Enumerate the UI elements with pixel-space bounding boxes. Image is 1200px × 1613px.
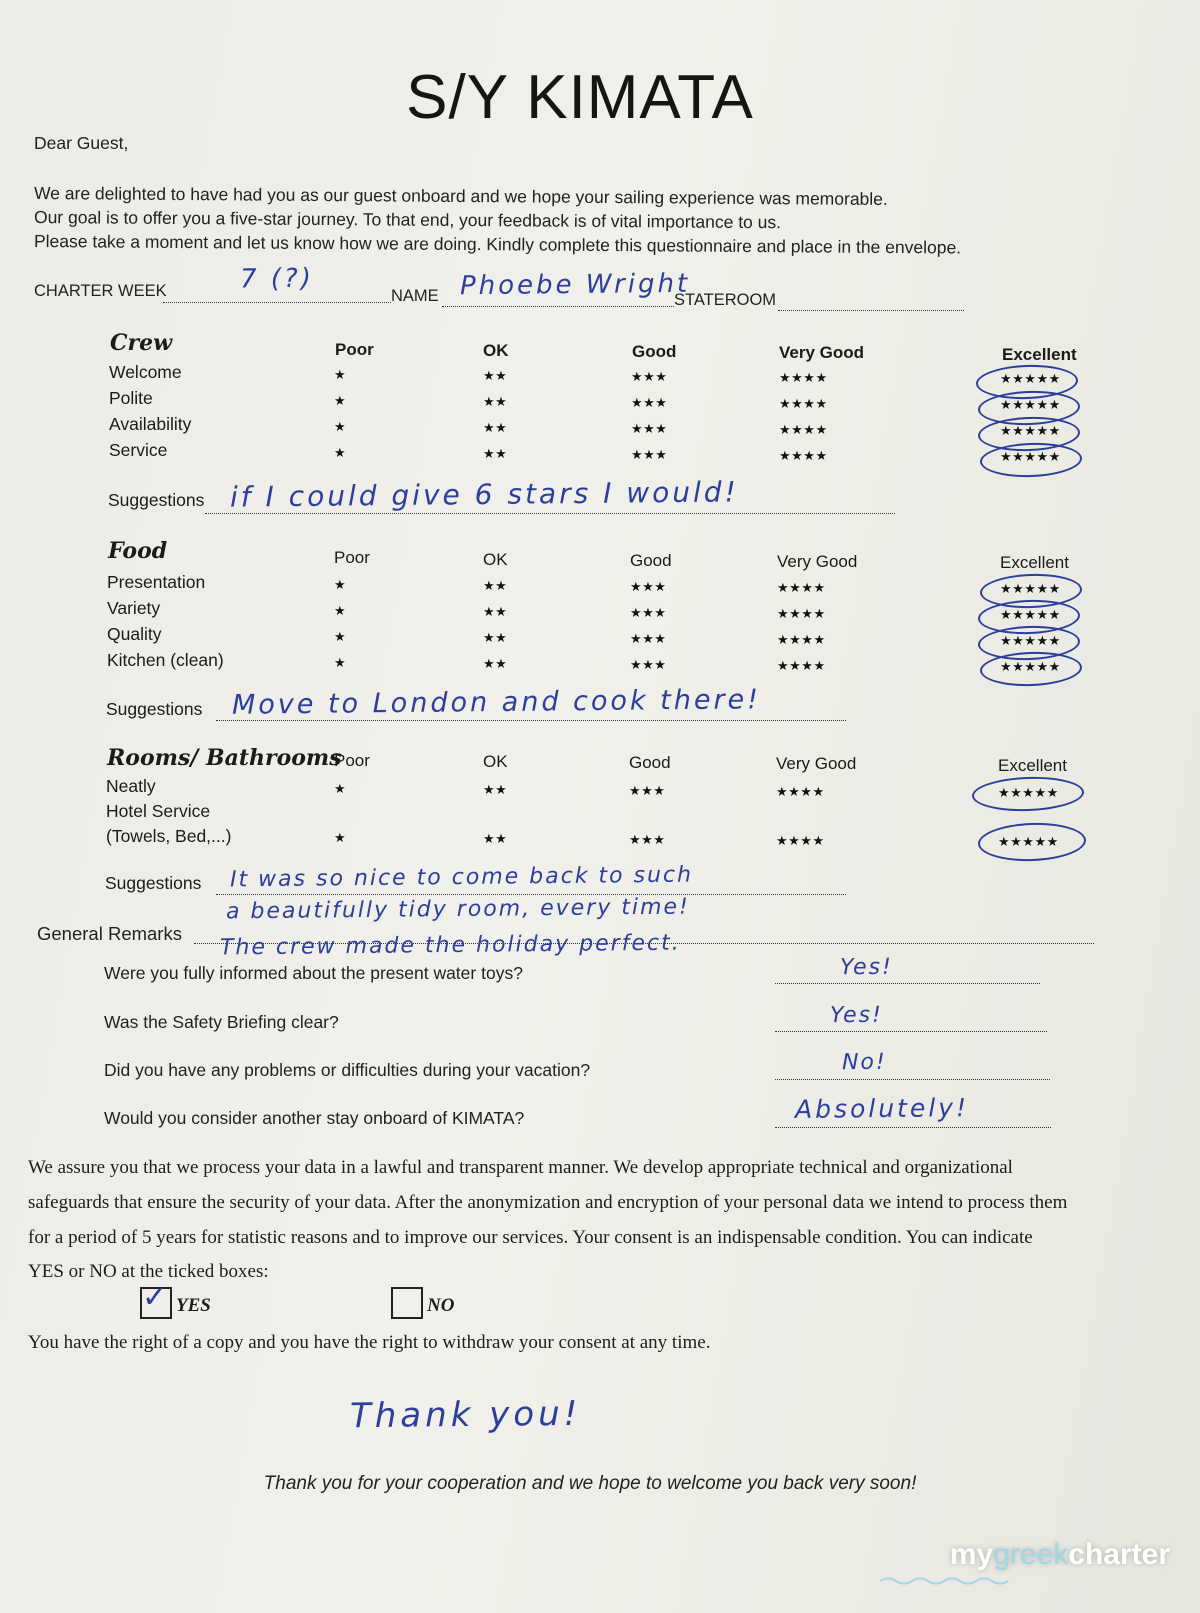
star-ok[interactable]: ★★: [483, 604, 508, 619]
selection-circle: [977, 821, 1086, 863]
answer-problems[interactable]: No!: [841, 1049, 887, 1076]
suggestions-label: Suggestions: [105, 873, 202, 893]
closing-message: Thank you for your cooperation and we hope to welcome you back very soon!: [263, 1473, 917, 1494]
col-good: Good: [630, 551, 672, 570]
question-another-stay: Would you consider another stay onboard of KIMATA?: [104, 1108, 525, 1128]
star-excellent[interactable]: ★★★★★: [1000, 371, 1061, 386]
star-good[interactable]: ★★★: [629, 832, 666, 847]
row-label: Polite: [109, 388, 153, 408]
logo-part-greek: greek: [993, 1538, 1069, 1571]
star-excellent[interactable]: ★★★★★: [1000, 607, 1061, 622]
intro-line-1: We are delighted to have had you as our guest onboard and we hope your sailing experience was memorable.: [33, 183, 888, 209]
star-good[interactable]: ★★★: [630, 657, 667, 672]
col-excellent: Excellent: [1000, 553, 1069, 572]
star-ok[interactable]: ★★: [483, 630, 508, 645]
logo-wave-icon: [880, 1576, 1010, 1586]
star-very-good[interactable]: ★★★★: [777, 658, 826, 673]
question-problems: Did you have any problems or difficulties during your vacation?: [104, 1060, 591, 1080]
food-suggestions-value[interactable]: Move to London and cook there!: [231, 684, 762, 721]
watermark-logo: [950, 1538, 1170, 1572]
star-ok[interactable]: ★★: [483, 394, 508, 409]
row-label: Availability: [109, 414, 192, 434]
star-ok[interactable]: ★★: [483, 831, 508, 846]
rooms-suggestions-value-1[interactable]: It was so nice to come back to such: [229, 862, 694, 893]
answer-line: [775, 982, 1040, 984]
charter-week-value[interactable]: 7 (?): [239, 263, 315, 295]
intro-line-3: Please take a moment and let us know how we are doing. Kindly complete this questionnaire and place in the envelope.: [33, 231, 962, 258]
star-ok[interactable]: ★★: [483, 446, 508, 461]
consent-no-checkbox[interactable]: [391, 1287, 423, 1319]
suggestions-label: Suggestions: [108, 490, 205, 510]
general-remarks-label: General Remarks: [37, 923, 182, 944]
rooms-suggestions-value-2[interactable]: a beautifully tidy room, every time!: [225, 894, 690, 925]
star-very-good[interactable]: ★★★★: [777, 580, 826, 595]
answer-another-stay[interactable]: Absolutely!: [794, 1093, 970, 1124]
star-good[interactable]: ★★★: [631, 447, 668, 462]
star-good[interactable]: ★★★: [631, 369, 668, 384]
star-very-good[interactable]: ★★★★: [776, 784, 825, 799]
checkmark-icon: ✓: [142, 1280, 168, 1315]
star-good[interactable]: ★★★: [630, 605, 667, 620]
star-very-good[interactable]: ★★★★: [779, 370, 828, 385]
general-remarks-value[interactable]: The crew made the holiday perfect.: [219, 930, 681, 961]
col-good: Good: [629, 753, 671, 772]
star-poor[interactable]: ★: [334, 781, 347, 796]
star-excellent[interactable]: ★★★★★: [998, 834, 1059, 849]
star-excellent[interactable]: ★★★★★: [998, 785, 1059, 800]
question-safety-briefing: Was the Safety Briefing clear?: [104, 1012, 339, 1032]
col-very-good: Very Good: [777, 552, 858, 571]
privacy-line-3: for a period of 5 years for statistic reasons and to improve our services. Your consent is an indispensable condition. You can indicate: [28, 1227, 1033, 1248]
suggestions-line: [216, 893, 846, 895]
star-poor[interactable]: ★: [334, 603, 347, 618]
crew-suggestions-value[interactable]: if I could give 6 stars I would!: [229, 475, 739, 514]
star-excellent[interactable]: ★★★★★: [1000, 423, 1061, 438]
col-ok: OK: [483, 550, 508, 569]
row-label: Kitchen (clean): [107, 650, 224, 670]
star-ok[interactable]: ★★: [483, 368, 508, 383]
answer-line: [775, 1030, 1047, 1032]
star-very-good[interactable]: ★★★★: [777, 606, 826, 621]
consent-yes-label: YES: [176, 1295, 211, 1316]
col-excellent: Excellent: [1002, 345, 1077, 364]
charter-week-label: CHARTER WEEK: [34, 282, 167, 300]
star-excellent[interactable]: ★★★★★: [1000, 581, 1061, 596]
greeting: Dear Guest,: [34, 133, 129, 153]
col-poor: Poor: [334, 548, 370, 567]
star-poor[interactable]: ★: [334, 393, 347, 408]
answer-line: [775, 1078, 1050, 1080]
row-label: Hotel Service: [106, 801, 211, 821]
col-poor: Poor: [334, 751, 370, 770]
star-poor[interactable]: ★: [334, 577, 347, 592]
name-line: [442, 305, 674, 307]
section-title-food: Food: [108, 538, 168, 564]
withdraw-text: You have the right of a copy and you have the right to withdraw your consent at any time.: [28, 1332, 711, 1353]
answer-safety-briefing[interactable]: Yes!: [829, 1002, 883, 1029]
suggestions-label: Suggestions: [106, 699, 203, 719]
section-title-rooms: Rooms/ Bathrooms: [107, 745, 342, 771]
star-poor[interactable]: ★: [334, 655, 347, 670]
logo-part-charter: charter: [1068, 1538, 1170, 1571]
logo-part-my: my: [949, 1538, 994, 1571]
star-ok[interactable]: ★★: [483, 782, 508, 797]
row-label: Variety: [107, 598, 161, 618]
star-poor[interactable]: ★: [334, 367, 347, 382]
answer-water-toys[interactable]: Yes!: [839, 954, 893, 981]
col-ok: OK: [483, 341, 509, 360]
intro-line-2: Our goal is to offer you a five-star journey. To that end, your feedback is of vital importance to us.: [33, 207, 782, 233]
star-good[interactable]: ★★★: [631, 395, 668, 410]
star-ok[interactable]: ★★: [483, 656, 508, 671]
star-poor[interactable]: ★: [334, 830, 347, 845]
privacy-line-1: We assure you that we process your data in a lawful and transparent manner. We develop appropriate technical and organizational: [28, 1157, 1013, 1178]
consent-no-label: NO: [427, 1295, 455, 1316]
stateroom-label: STATEROOM: [674, 291, 777, 309]
name-value[interactable]: Phoebe Wright: [459, 268, 691, 302]
question-water-toys: Were you fully informed about the present water toys?: [104, 963, 523, 983]
row-label: Welcome: [109, 362, 182, 382]
star-very-good[interactable]: ★★★★: [777, 632, 826, 647]
row-label: Neatly: [106, 776, 156, 796]
star-excellent[interactable]: ★★★★★: [1000, 449, 1061, 464]
star-very-good[interactable]: ★★★★: [779, 396, 828, 411]
star-ok[interactable]: ★★: [483, 420, 508, 435]
star-very-good[interactable]: ★★★★: [779, 448, 828, 463]
privacy-line-2: safeguards that ensure the security of your data. After the anonymization and encryption of your personal data we intend to process them: [28, 1192, 1068, 1213]
star-poor[interactable]: ★: [334, 419, 347, 434]
star-poor[interactable]: ★: [334, 445, 347, 460]
col-ok: OK: [483, 752, 508, 771]
star-excellent[interactable]: ★★★★★: [1000, 397, 1061, 412]
star-good[interactable]: ★★★: [629, 783, 666, 798]
star-good[interactable]: ★★★: [631, 421, 668, 436]
col-very-good: Very Good: [779, 343, 865, 362]
name-label: NAME: [391, 287, 439, 305]
star-excellent[interactable]: ★★★★★: [1000, 659, 1061, 674]
handwritten-thank-you: Thank you!: [349, 1393, 582, 1437]
star-very-good[interactable]: ★★★★: [779, 422, 828, 437]
star-excellent[interactable]: ★★★★★: [1000, 633, 1061, 648]
col-very-good: Very Good: [776, 754, 857, 773]
col-poor: Poor: [335, 340, 374, 359]
privacy-line-4: YES or NO at the ticked boxes:: [28, 1261, 269, 1282]
col-good: Good: [632, 342, 677, 361]
star-very-good[interactable]: ★★★★: [776, 833, 825, 848]
row-label: Quality: [107, 624, 162, 644]
star-good[interactable]: ★★★: [630, 579, 667, 594]
document-title: S/Y KIMATA: [406, 63, 754, 132]
star-ok[interactable]: ★★: [483, 578, 508, 593]
col-excellent: Excellent: [998, 756, 1067, 775]
charter-week-line: [163, 301, 391, 303]
answer-line: [775, 1126, 1051, 1128]
row-label: Service: [109, 440, 168, 460]
row-label: Presentation: [107, 572, 206, 592]
row-label: (Towels, Bed,...): [106, 826, 232, 846]
selection-circle: [971, 775, 1084, 813]
stateroom-line: [778, 309, 964, 311]
star-poor[interactable]: ★: [334, 629, 347, 644]
star-good[interactable]: ★★★: [630, 631, 667, 646]
section-title-crew: Crew: [110, 330, 173, 356]
